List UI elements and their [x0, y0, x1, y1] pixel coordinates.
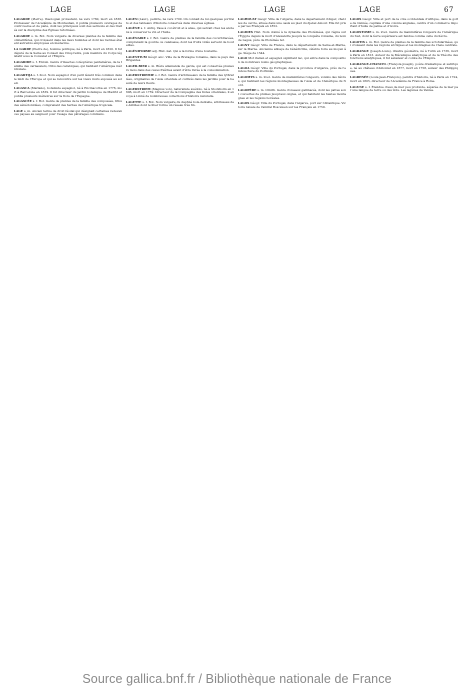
dictionary-entry	[126, 65, 234, 72]
dictionary-entry	[126, 50, 234, 54]
dictionary-entry	[14, 110, 122, 117]
entry-headword: LAGHOUAT	[238, 18, 257, 21]
dictionary-entry	[350, 31, 458, 38]
entry-text: s. m. Bot. Genre de plantes de la famille des scrofularinées, qui croissent dans les régions arctiques et les montagnes de l'Asie centrale.	[350, 39, 458, 48]
entry-headword: LAGEN	[126, 18, 138, 21]
entry-headword: LAGARDE	[14, 18, 31, 21]
entry-headword: LAGERSTRŒM	[126, 86, 151, 91]
entry-headword: LAGARIDE	[14, 60, 32, 65]
dictionary-entry	[14, 48, 122, 59]
text-column-4	[350, 18, 458, 618]
entry-headword: LAGETTE	[126, 99, 142, 104]
dictionary-entry	[14, 100, 122, 107]
entry-text: Mot italien et espagnol signifiant lac, qui entre dans la composition de nombreux noms géographiques.	[238, 56, 346, 65]
entry-headword: LAGASCA	[14, 86, 30, 91]
dictionary-entry	[126, 18, 234, 25]
dictionary-entry	[126, 88, 234, 99]
dictionary-entry	[350, 41, 458, 48]
running-head-center-left: LAGE	[154, 6, 177, 14]
entry-text: (François-Joseph), poète dramatique et satirique, né au château d'Antoniat en 1677, mort en 1758, auteur des Philippiques.	[350, 62, 458, 74]
dictionary-entry	[238, 57, 346, 64]
entry-headword: LAGARDE	[14, 33, 31, 38]
dictionary-entry	[126, 27, 234, 34]
entry-text: (Pierre), théologien protestant, né vers 1760, mort en 1838. Professeur de l'Académie de Montauban, il publia plusieurs ouvrages de controverse et de piété, dont les principaux sont des sermons et des traités sur la discipline des Églises réformées.	[14, 18, 122, 33]
entry-headword: LAGOS	[350, 18, 362, 21]
entry-text: s. m. Zool. Genre de mammifères rongeurs, voisins des lièvres, qui habitent les régions montagneuses de l'Asie et de l'Amérique du Nord.	[238, 75, 346, 87]
entry-headword: LAGNY	[238, 43, 250, 48]
entry-headword: LAGOA	[238, 65, 250, 70]
text-column-3	[238, 18, 346, 618]
dictionary-entry	[238, 67, 346, 74]
running-head-left: LAGE	[50, 6, 73, 14]
text-column-2	[126, 18, 234, 618]
entry-headword: LAGRENÉE	[350, 75, 369, 80]
entry-text: Géogr. anc. Ville de la Bretagne romaine, dans le pays des Brigantes.	[126, 54, 234, 63]
entry-text: s. f. Étendue d'eau de mer peu profonde, séparée de la mer par une langue de terre ou des îlots. Les lagunes de Venise.	[350, 84, 458, 93]
entry-headword: LAGE	[14, 108, 23, 113]
dictionary-entry	[350, 76, 458, 83]
entry-text: s. f. Entom. Genre d'insectes coléoptères pentamères, de la famille des carnassiers, tribu des carabiques, qui habitent l'Amérique méridionale.	[14, 60, 122, 72]
dictionary-entry	[238, 76, 346, 87]
dictionary-entry	[126, 37, 234, 48]
entry-headword: LAGOSTOME	[350, 30, 372, 35]
entry-text: s. m. Ornith. Genre d'oiseaux gallinacés, dont les pattes sont couvertes de plumes jusqu'aux ongles, et qui habitent les hautes montagnes et les régions boréales.	[238, 88, 346, 100]
entry-text: Géogr. Ville du Portugal, dans la province d'Algarve, près de l'embouchure du Portimão.	[238, 65, 346, 74]
dictionary-entry	[350, 50, 458, 61]
entry-text: (Pierre de), homme politique, né à Paris, mort en 1820. Il fut député de la Seine au Conseil des Cinq-Cents, puis membre du Corps législatif sous le Consulat et l'Empire.	[14, 46, 122, 59]
entry-headword: LAGRANGE	[350, 48, 369, 53]
entry-text: s. f. Bot. Nom vulgaire du daphné bois-dentelle, arbrisseau des Antilles dont le liber forme un réseau très fin.	[126, 99, 234, 108]
entry-headword: LAGO	[238, 56, 248, 61]
running-head-center-right: LAGE	[264, 6, 287, 14]
entry-headword: LA GARDE	[14, 46, 32, 51]
entry-headword: LAGER-BIER	[126, 64, 147, 69]
entry-headword: LAGÉNIFORME	[126, 48, 152, 53]
entry-headword: LAGASCÉE	[14, 99, 32, 104]
dictionary-entry	[350, 18, 458, 29]
dictionary-entry	[126, 74, 234, 85]
entry-text: (Joseph-Louis), illustre géomètre, né à Turin en 1736, mort à Paris en 1813. Auteur de la Mécanique analytique et de la Théorie des fonctions analytiques, il fut sénateur et comte de l'Empire.	[350, 48, 458, 61]
dictionary-entry	[350, 86, 458, 93]
dictionary-entry	[238, 44, 346, 55]
entry-text: (Mariano), botaniste espagnol, né à Encinacorba en 1776, mort à Barcelone en 1839. Il fut directeur du jardin botanique de Madrid et publia plusieurs mémoires sur la flore de l'Espagne.	[14, 86, 122, 98]
entry-headword: LAGÉNAIRE	[126, 35, 146, 40]
dictionary-entry	[14, 74, 122, 85]
dictionary-entry	[14, 61, 122, 72]
entry-text: Géogr. Ville de l'Algérie, dans le département d'Alger, chef-lieu de cercle, située dans une oasis au pied du djebel Amour. Elle fut prise par les Français en 1852.	[238, 18, 346, 29]
dictionary-entry	[126, 101, 234, 108]
entry-text: (Laur.), peintre, né vers 1700. On connaît de lui quelques portraits et des tableaux d'histoire conservés dans diverses églises.	[126, 18, 234, 25]
entry-text: Géogr. Ville du Portugal, dans l'Algarve, port sur l'Atlantique. Victoire navale de l'amiral Boscawen sur les Français en 1759.	[238, 101, 346, 110]
entry-headword: LAGOMYS	[238, 75, 255, 80]
dictionary-entry	[14, 35, 122, 46]
entry-text: (Louis-Jean-François), peintre d'histoire, né à Paris en 1724, mort en 1805, directeur de l'Académie de France à Rome.	[350, 75, 458, 83]
entry-headword: LAGENTIUM	[126, 54, 147, 59]
dictionary-entry	[238, 31, 346, 42]
entry-headword: LAGARTIJA	[14, 73, 33, 78]
entry-text: (Magnus von), naturaliste suédois, né à Stockholm en 1696, mort en 1759. Directeur de la Compagnie des Indes orientales, il envoya à Linné de nombreuses collections d'histoire naturelle.	[126, 86, 234, 98]
source-attribution: Source gallica.bnf.fr / Bibliothèque nationale de France	[82, 672, 392, 686]
entry-headword: LAGERSTRŒMIE	[126, 73, 155, 78]
entry-text: s. f. Bot. Genre de plantes de la famille des composées, tribu des sénécionidées, comprenant des herbes de l'Amérique tropicale.	[14, 99, 122, 108]
entry-text: s. m. Zool. Genre de mammifères rongeurs de l'Amérique du Sud, dont la lèvre supérieure est fendue comme celle du lièvre.	[350, 30, 458, 38]
entry-headword: LAGUNE	[350, 84, 365, 89]
entry-headword: LAGIDES	[238, 30, 253, 35]
entry-headword: LAGRANGE-CHANCEL	[350, 62, 387, 67]
entry-headword: LAGOPÈDE	[238, 88, 257, 93]
dictionary-entry	[238, 102, 346, 109]
dictionary-entry	[14, 18, 122, 33]
dictionary-entry	[14, 87, 122, 98]
entry-headword: LAGOS	[238, 101, 250, 106]
dictionary-entry	[126, 56, 234, 63]
entry-text: s. m. Ancien terme de droit féodal qui désignait certaines redevances payées au seigneur pour l'usage des pâturages communs.	[14, 108, 122, 117]
entry-text: s. f. Zool. Nom espagnol d'un petit lézard très commun dans le midi de l'Europe et qui se rencontre sur les vieux murs exposés au soleil.	[14, 73, 122, 85]
entry-text: s. f. Antiq. Vase à col étroit et à anse, qui servait chez les anciens à conserver le vin et l'huile.	[126, 26, 234, 35]
dictionary-entry	[238, 89, 346, 100]
entry-text: adj. Hist. nat. Qui a la forme d'une bouteille.	[152, 48, 218, 53]
entry-text: s. m. Bière allemande de garde, qui est conservée plusieurs mois dans des caves fraîches avant d'être livrée à la consommation.	[126, 64, 234, 72]
dictionary-entry	[238, 18, 346, 29]
running-head-right: LAGE	[359, 6, 382, 14]
entry-text: Géogr. Ville et port de la côte occidentale d'Afrique, dans le golfe de Guinée, capitale d'une colonie anglaise, centre d'un commerce important d'huile de palme et d'ivoire.	[350, 18, 458, 29]
entry-text: s. m. Bot. Nom vulgaire de diverses plantes de la famille des ombellifères, qui croissent dans les lieux humides et dont les racines étaient autrefois employées en médecine.	[14, 33, 122, 46]
entry-headword: LAGOTIS	[350, 39, 365, 44]
dictionary-entry	[350, 63, 458, 74]
text-column-1	[14, 18, 122, 618]
running-head	[14, 6, 460, 18]
entry-text: s. f. Bot. Genre d'arbrisseaux de la famille des lythrariées, originaires de l'Asie orientale et cultivés dans les jardins pour la beauté de leurs fleurs.	[126, 73, 234, 85]
entry-text: s. f. Bot. Genre de plantes de la famille des cucurbitacées, comprenant la gourde ou calebasse, dont les fruits vidés servent de bouteilles.	[126, 35, 234, 48]
entry-text: Géogr. Ville de France, dans le département de Seine-et-Marne, sur la Marne. Ancienne abbaye de bénédictins, célèbre foire au moyen âge. Siège de 1544.	[238, 43, 346, 55]
entry-text: Hist. Nom donné à la dynastie des Ptolémées, qui régna sur l'Égypte depuis la mort d'Alexandre jusqu'à la conquête romaine, du nom de Lagus, père de Ptolémée Ier.	[238, 30, 346, 42]
entry-headword: LAGÈNE	[126, 26, 140, 31]
page-number: 67	[444, 6, 454, 14]
